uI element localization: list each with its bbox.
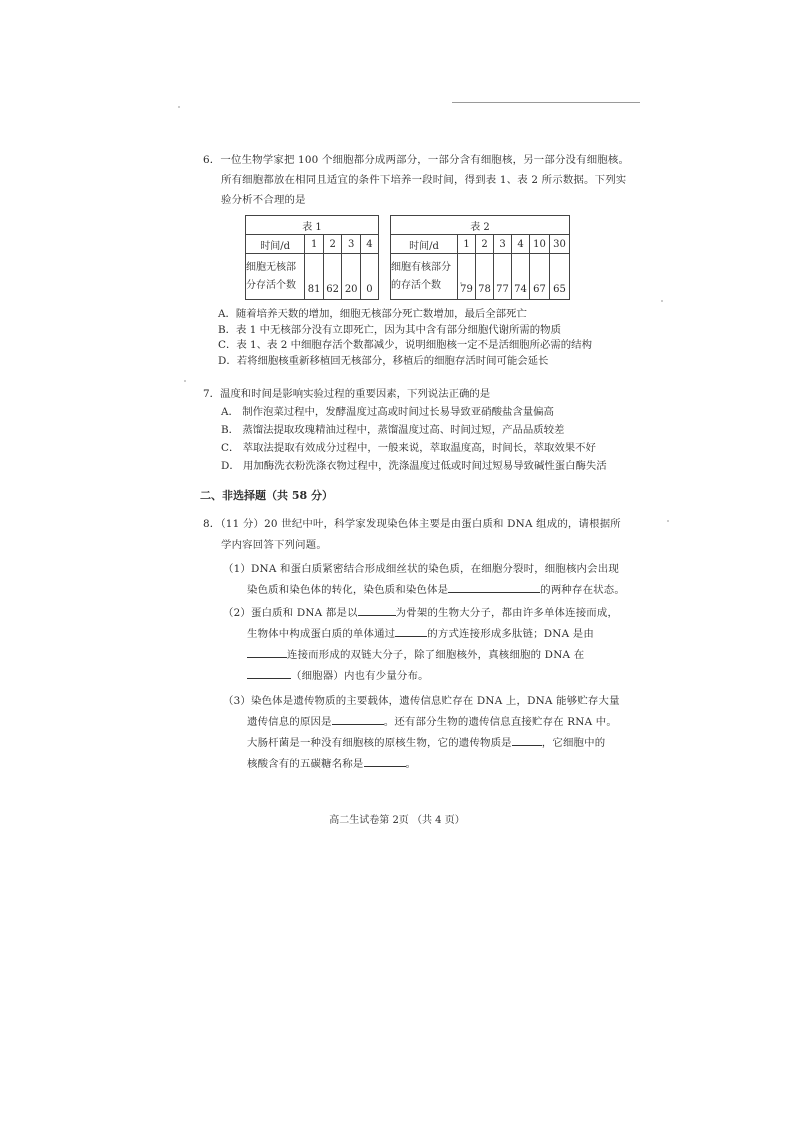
scan-speck [460, 282, 462, 284]
q8-p2-line-4 [223, 666, 653, 687]
q7-option-d: D． 用加酶洗衣粉洗涤衣物过程中，洗涤温度过低或时间过短易导致碱性蛋白酶失活 [221, 460, 607, 472]
table-1-day: 2 [323, 235, 342, 254]
answer-blank[interactable] [395, 625, 427, 637]
q8-p2-line-3 [223, 645, 653, 666]
table-1-day: 3 [342, 235, 361, 254]
table-1-value: 0 [360, 254, 378, 300]
table-2-value: 77 [494, 254, 512, 300]
q8-part-2 [203, 603, 653, 687]
question-8 [203, 514, 653, 775]
table-2-row-label-line: 的存活个数 [391, 279, 441, 291]
answer-blank[interactable] [332, 713, 384, 725]
answer-blank[interactable] [364, 755, 406, 767]
table-2-header-label: 时间/d [391, 235, 458, 254]
table-1-value: 62 [323, 254, 342, 300]
scan-speck [661, 300, 663, 302]
q8-p2-text: 连接而形成的双链大分子，除了细胞核外，真核细胞的 DNA 在 [287, 649, 585, 661]
q6-line-2: 所有细胞都放在相同且适宜的条件下培养一段时间，得到表 1、表 2 所示数据。下列实 [221, 174, 627, 186]
q7-option-b: B． 蒸馏法提取玫瑰精油过程中，蒸馏温度过高、时间过短，产品品质较差 [221, 424, 565, 436]
table-1-day: 4 [360, 235, 378, 254]
answer-blank[interactable] [247, 667, 291, 679]
section-2-title: 二、非选择题（共 58 分） [200, 489, 333, 502]
q6-options [218, 307, 648, 369]
q8-p3-text: 。 [405, 758, 417, 770]
q8-part-1 [203, 559, 653, 601]
scan-speck [178, 106, 180, 108]
table-2-caption: 表 2 [391, 216, 570, 235]
table-1-value: 20 [342, 254, 361, 300]
q6-line-3: 验分析不合理的是 [221, 194, 306, 206]
table-2-value: 65 [550, 254, 570, 300]
q8-p3-text: 大肠杆菌是一种没有细胞核的原核生物，它的遗传物质是 [247, 737, 512, 749]
q8-p2-text: 为骨架的生物大分子，都由许多单体连接而成， [395, 607, 619, 619]
q8-p2-text: （细胞器）内也有少量分布。 [291, 670, 429, 682]
table-2-day: 30 [550, 235, 570, 254]
table-2-day: 1 [458, 235, 476, 254]
question-7 [203, 385, 643, 475]
table-2 [390, 215, 570, 300]
table-1-row-label [246, 254, 305, 300]
q8-part-3 [203, 691, 653, 775]
table-2-row-label-line: 细胞有核部分 [391, 261, 451, 273]
q6-option-a: A．随着培养天数的增加，细胞无核部分死亡数增加，最后全部死亡 [218, 308, 527, 320]
table-1-row-label-line: 细胞无核部 [246, 261, 296, 273]
q8-p3-text: 。还有部分生物的遗传信息直接贮存在 RNA 中。 [383, 716, 617, 728]
q8-p1-line-2 [223, 580, 653, 601]
q7-option-a: A． 制作泡菜过程中，发酵温度过高或时间过长易导致亚硝酸盐含量偏高 [221, 406, 554, 418]
answer-blank[interactable] [448, 581, 540, 593]
table-1-row-label-line: 分存活个数 [246, 279, 296, 291]
q7-stem: 7．温度和时间是影响实验过程的重要因素，下列说法正确的是 [203, 388, 491, 400]
table-2-value: 79 [458, 254, 476, 300]
q8-stem-line-2: 学内容回答下列问题。 [221, 539, 327, 551]
answer-blank[interactable] [512, 734, 542, 746]
table-1-day: 1 [305, 235, 324, 254]
q8-p1-text: 染色质和染色体的转化，染色质和染色体是 [247, 584, 449, 596]
q8-p2-text: （2）蛋白质和 DNA 都是以 [223, 607, 358, 619]
q6-option-d: D．若将细胞核重新移植回无核部分，移植后的细胞存活时间可能会延长 [218, 354, 549, 367]
q8-p3-text: 核酸含有的五碳糖名称是 [247, 758, 364, 770]
q8-p3-line-3 [223, 733, 653, 754]
table-2-day: 2 [476, 235, 494, 254]
q8-p3-line-2 [223, 712, 653, 733]
q8-p1-line-1: （1）DNA 和蛋白质紧密结合形成细丝状的染色质，在细胞分裂时，细胞核内会出现 [223, 563, 619, 575]
q8-p3-text: 遗传信息的原因是 [247, 716, 332, 728]
question-6 [203, 150, 633, 210]
q6-option-b: B．表 1 中无核部分没有立即死亡，因为其中含有部分细胞代谢所需的物质 [218, 323, 561, 336]
table-2-day: 4 [512, 235, 530, 254]
table-2-value: 67 [530, 254, 550, 300]
q8-p3-line-1: （3）染色体是遗传物质的主要载体，遗传信息贮存在 DNA 上，DNA 能够贮存大量 [223, 695, 620, 707]
table-1 [245, 215, 379, 300]
q8-p1-text: 的两种存在状态。 [540, 584, 625, 596]
scan-speck [184, 380, 186, 382]
answer-blank[interactable] [247, 646, 287, 658]
header-rule [452, 102, 640, 103]
q8-p3-line-4 [223, 754, 653, 775]
q8-stem-line-1: 8．（11 分）20 世纪中叶，科学家发现染色体主要是由蛋白质和 DNA 组成的，请根据所 [203, 518, 621, 530]
q6-option-c: C．表 1、表 2 中细胞存活个数都减少，说明细胞核一定不是活细胞所必需的结构 [218, 339, 592, 351]
table-1-caption: 表 1 [246, 216, 379, 235]
table-2-day: 3 [494, 235, 512, 254]
q6-line-1: 6．一位生物学家把 100 个细胞都分成两部分，一部分含有细胞核，另一部分没有细胞核。 [203, 154, 630, 166]
table-1-value: 81 [305, 254, 324, 300]
table-1-header-label: 时间/d [246, 235, 305, 254]
q8-p2-text: 的方式连接形成多肽链；DNA 是由 [427, 628, 594, 640]
q7-option-c: C． 萃取法提取有效成分过程中，一般来说，萃取温度高，时间长，萃取效果不好 [221, 442, 596, 454]
table-2-day: 10 [530, 235, 550, 254]
table-2-value: 74 [512, 254, 530, 300]
table-2-row-label [391, 254, 458, 300]
page-footer: 高二生试卷第 2页 （共 4 页） [329, 815, 465, 826]
q8-p2-line-1 [223, 603, 653, 624]
q8-p2-line-2 [223, 624, 653, 645]
table-2-value: 78 [476, 254, 494, 300]
q8-p3-text: ，它细胞中的 [541, 737, 606, 749]
answer-blank[interactable] [358, 604, 396, 616]
scan-speck [667, 520, 669, 522]
q8-p2-text: 生物体中构成蛋白质的单体通过 [247, 628, 396, 640]
